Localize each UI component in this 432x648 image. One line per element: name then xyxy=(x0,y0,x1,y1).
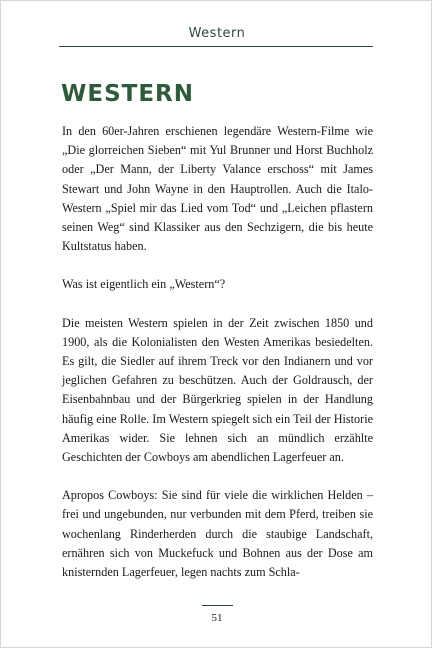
paragraph-cowboys: Apropos Cowboys: Sie sind für viele die wirklichen Helden – frei und ungebunden, nur verbunden mit dem Pferd, treiben sie wochenlang Rinderherden durch die staubige Landschaft, ernähren sich von Muckefuck und Bohnen aus der Dose am knisternden Lagerfeuer, legen nachts zum Schla- xyxy=(62,488,373,580)
paragraph-intro: In den 60er-Jahren erschienen legendäre Western-Filme wie „Die glorreichen Sieben“ mit Yul Brunner und Horst Buchholz oder „Der Mann, der Liberty Valance erschoss“ mit James Stewart und John Wayne in den Hauptrollen. Auch die Italo-Western „Spiel mir das Lied vom Tod“ und „Leichen pflastern seinen Weg“ sind Klassiker aus den Sechzigern, die bis heute Kultstatus haben. xyxy=(62,124,373,254)
header-divider xyxy=(59,46,373,47)
body-text xyxy=(62,122,373,601)
paragraph-question: Was ist eigentlich ein „Western“? xyxy=(62,277,226,292)
footer-divider xyxy=(202,605,233,606)
chapter-title: WESTERN xyxy=(61,81,195,107)
running-head: Western xyxy=(188,26,246,41)
page-number: 51 xyxy=(211,612,223,624)
paragraph-history: Die meisten Western spielen in der Zeit zwischen 1850 und 1900, als die Kolonialisten den Westen Amerikas besiedelten. Es gilt, die Siedler auf ihrem Treck vor den Indianern und vor jeglichen Gefahren zu beschützen. Auch der Goldrausch, der Eisenbahnbau und der Bürgerkrieg spielen in der Handlung häufig eine Rolle. Im Western spiegelt sich ein Teil der Historie Amerikas wider. Sie lehnen sich an mündlich erzählte Geschichten der Cowboys am abendlichen Lagerfeuer an. xyxy=(62,315,373,465)
